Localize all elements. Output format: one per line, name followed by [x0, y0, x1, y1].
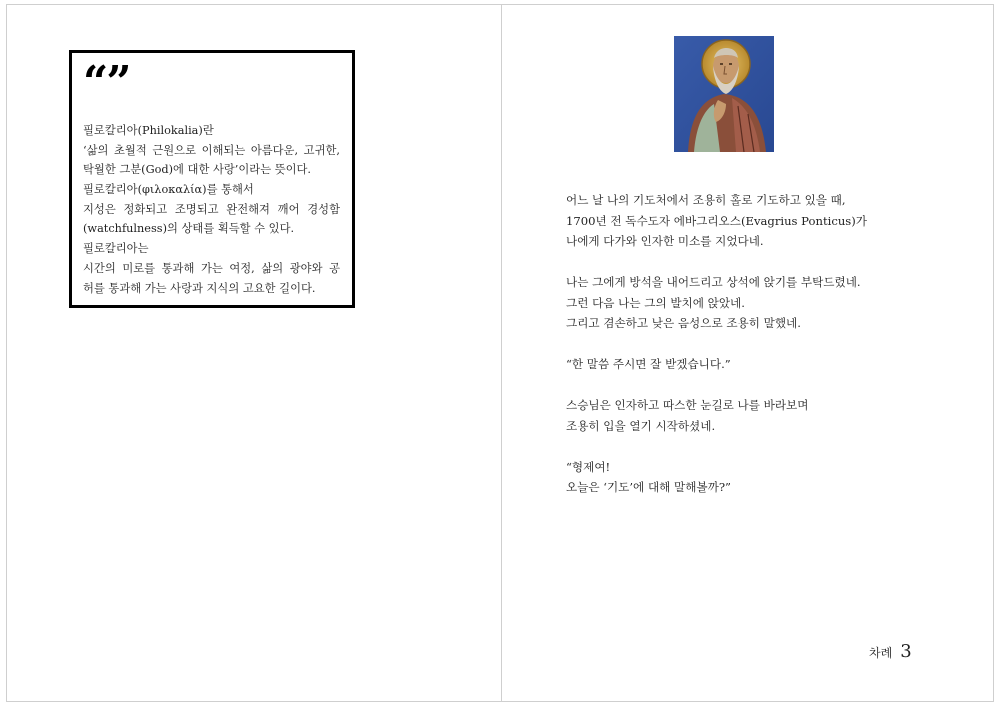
quote-line: 필로칼리아(φιλοκαλία)를 통해서: [83, 183, 254, 197]
page-number: 3: [900, 641, 912, 662]
quote-line: 시간의 미로를 통과해 가는 여정, 삶의 광야와 공: [83, 261, 340, 275]
quote-line: 허를 통과해 가는 사랑과 지식의 고요한 길이다.: [83, 281, 316, 295]
story-line: “형제여!: [566, 459, 611, 474]
quote-text: [83, 121, 340, 298]
story-line: 1700년 전 독수도자 에바그리오스(Evagrius Ponticus)가: [566, 213, 867, 228]
quote-mark-icon: “”: [83, 57, 130, 108]
story-line: 조용히 입을 열기 시작하셨네.: [566, 418, 716, 433]
quote-line: 지성은 정화되고 조명되고 완전해져 깨어 경성함: [83, 202, 340, 216]
story-text: [566, 190, 906, 498]
story-line: 나에게 다가와 인자한 미소를 지었다네.: [566, 234, 764, 248]
story-blank-line: [566, 436, 906, 457]
quote-line: (watchfulness)의 상태를 획득할 수 있다.: [83, 222, 295, 236]
page-footer: [869, 641, 912, 662]
story-line: “한 말씀 주시면 잘 받겠습니다.”: [566, 357, 731, 371]
quote-line: ‘삶의 초월적 근원으로 이해되는 아름다운, 고귀한,: [83, 143, 340, 157]
story-line: 그런 다음 나는 그의 발치에 앉았네.: [566, 295, 745, 310]
quote-line: 필로칼리아는: [83, 242, 149, 256]
story-blank-line: [566, 252, 906, 273]
story-blank-line: [566, 334, 906, 355]
story-line: 스승님은 인자하고 따스한 눈길로 나를 바라보며: [566, 398, 809, 412]
saint-icon-portrait: [674, 36, 774, 152]
story-line: 나는 그에게 방석을 내어드리고 상석에 앉기를 부탁드렸네.: [566, 275, 861, 289]
quote-box: [69, 50, 355, 308]
story-blank-line: [566, 375, 906, 396]
story-line: 그리고 겸손하고 낮은 음성으로 조용히 말했네.: [566, 316, 801, 330]
quote-line: 탁월한 그분(God)에 대한 사랑’이라는 뜻이다.: [83, 163, 312, 177]
contents-link[interactable]: 차례: [869, 646, 893, 660]
story-line: 오늘은 ‘기도’에 대해 말해볼까?”: [566, 480, 731, 494]
story-line: 어느 날 나의 기도처에서 조용히 홀로 기도하고 있을 때,: [566, 193, 846, 207]
quote-line: 필로칼리아(Philokalia)란: [83, 124, 214, 137]
page-gutter: [501, 5, 502, 701]
